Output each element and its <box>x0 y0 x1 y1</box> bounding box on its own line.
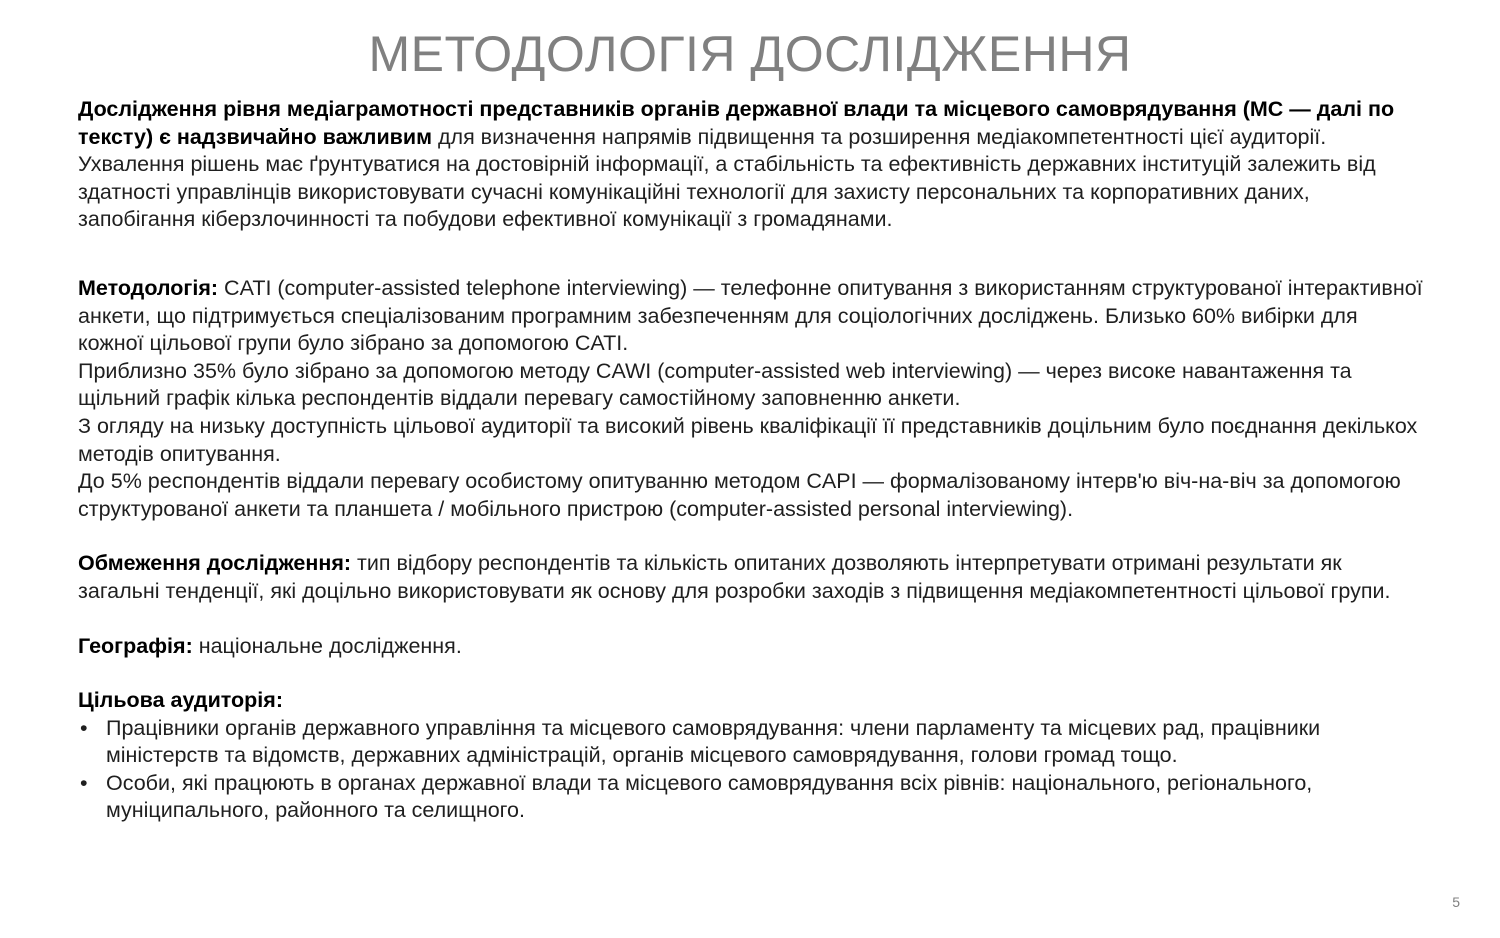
page-number: 5 <box>1452 894 1460 910</box>
spacer <box>78 523 1423 550</box>
list-item: • Працівники органів державного управління та місцевого самоврядування: члени парламенту та місцевих рад, працівники міністерств та відомств, державних адміністрацій, органів місцевого самоврядування, голови громад тощо. <box>78 715 1423 770</box>
limitations-label: Обмеження дослідження: <box>78 551 352 576</box>
methodology-text-2: Приблизно 35% було зібрано за допомогою методу CAWI (computer-assisted web interviewing) — через високе навантаження та щільний графік кілька респондентів віддали перевагу самостійному заповненню анкети. <box>78 358 1352 411</box>
slide-content <box>78 96 1423 825</box>
spacer <box>78 606 1423 633</box>
audience-label: Цільова аудиторія: <box>78 688 283 713</box>
limitations-text: тип відбору респондентів та кількість опитаних дозволяють інтерпретувати отримані результати як загальні тенденції, які доцільно використовувати як основу для розробки заходів з підвищення медіакомпетентності цільової групи. <box>78 551 1391 603</box>
methodology-text-4: До 5% респондентів віддали перевагу особистому опитуванню методом CAPI — формалізованому інтерв'ю віч-на-віч за допомогою структурованої анкети та планшета / мобільного пристрою (computer-assisted personal interviewing). <box>78 469 1401 521</box>
spacer <box>78 660 1423 687</box>
methodology-text-3: З огляду на низьку доступність цільової аудиторії та високий рівень кваліфікації її представників доцільним було поєднання декількох методів опитування. <box>78 413 1418 466</box>
intro-bold: Дослідження рівня медіаграмотності представників органів державної влади та місцевого самоврядування (МС — далі по тексту) є надзвичайно важливим <box>78 97 1395 149</box>
geography-label: Географія: <box>78 633 193 658</box>
spacer <box>78 234 1423 275</box>
intro-paragraph <box>78 96 1423 234</box>
methodology-label: Методологія: <box>78 275 219 300</box>
list-item: • Особи, які працюють в органах державної влади та місцевого самоврядування всіх рівнів: національного, регіонального, муніципального, районного та селищного. <box>78 770 1423 825</box>
methodology-paragraph <box>78 275 1423 358</box>
geography-text: національне дослідження. <box>192 633 462 658</box>
page-title: МЕТОДОЛОГІЯ ДОСЛІДЖЕННЯ <box>368 26 1132 82</box>
intro-text: для визначення напрямів підвищення та розширення медіакомпетентності цієї аудиторії. Ухвалення рішень має ґрунтуватися на достовірній інформації, а стабільність та ефективність державних інституцій залежить від здатності управлінців використовувати сучасні комунікаційні технології для захисту персональних та корпоративних даних, запобігання кіберзлочинності та побудови ефективної комунікації з громадянами. <box>78 124 1376 232</box>
audience-heading <box>78 687 1423 715</box>
geography-paragraph <box>78 633 1423 661</box>
limitations-paragraph <box>78 550 1423 605</box>
audience-list <box>78 715 1423 825</box>
methodology-text-1: CATI (computer-assisted telephone interviewing) — телефонне опитування з використанням структурованої інтерактивної анкети, що підтримується спеціалізованим програмним забезпеченням для соціологічних досліджень. Близько 60% вибірки для кожної цільової групи було зібрано за допомогою CATI. <box>78 275 1423 356</box>
